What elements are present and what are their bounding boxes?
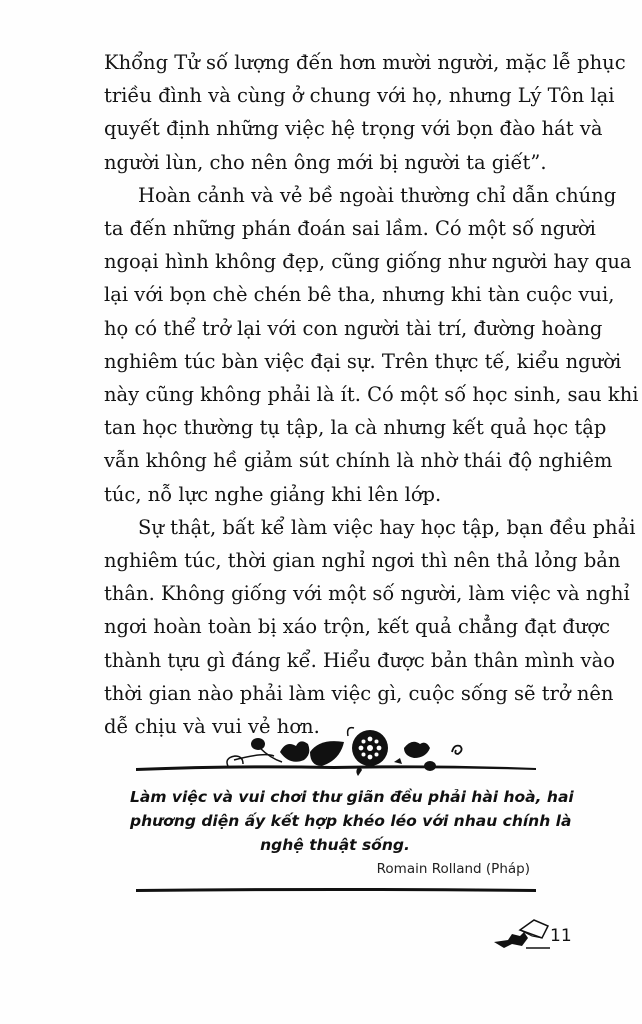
text-line: thành tựu gì đáng kể. Hiểu được bản thân mình vào	[104, 648, 615, 672]
text-line: ngoại hình không đẹp, cũng giống như người hay qua	[104, 250, 632, 274]
text-line: túc, nỗ lực nghe giảng khi lên lớp.	[104, 482, 442, 506]
text-line: Hoàn cảnh và vẻ bề ngoài thường chỉ dẫn chúng	[138, 183, 617, 207]
body-text	[104, 46, 639, 743]
text-line: nghiêm túc, thời gian nghỉ ngơi thì nên thả lỏng bản	[104, 549, 621, 573]
divider-rule	[134, 886, 538, 894]
quote-author: Romain Rolland (Pháp)	[376, 861, 530, 877]
quote	[130, 785, 574, 857]
page-footer	[490, 918, 580, 958]
text-line: họ có thể trở lại với con người tài trí, đường hoàng	[104, 316, 603, 340]
text-line: ngơi hoàn toàn bị xáo trộn, kết quả chẳng đạt được	[104, 615, 611, 639]
text-line: ta đến những phán đoán sai lầm. Có một số người	[104, 217, 596, 241]
paragraph-3	[104, 511, 636, 743]
paragraph-1	[104, 46, 626, 179]
text-line: tan học thường tụ tập, la cà nhưng kết quả học tập	[104, 416, 607, 440]
text-line: lại với bọn chè chén bê tha, nhưng khi tàn cuộc vui,	[104, 283, 615, 307]
text-line: thời gian nào phải làm việc gì, cuộc sống sẽ trở nên	[104, 681, 614, 705]
quote-line: phương diện ấy kết hợp khéo léo với nhau chính là	[130, 812, 572, 830]
reading-figure-icon	[490, 918, 550, 954]
floral-divider-icon	[134, 722, 538, 782]
text-line: dễ chịu và vui vẻ hơn.	[104, 715, 320, 739]
quote-line: Làm việc và vui chơi thư giãn đều phải hài hoà, hai	[130, 788, 574, 806]
text-line: thân. Không giống với một số người, làm việc và nghỉ	[104, 582, 630, 606]
text-line: vẫn không hề giảm sút chính là nhờ thái độ nghiêm	[104, 449, 613, 473]
text-line: quyết định những việc hệ trọng với bọn đào hát và	[104, 117, 603, 141]
page-number: 11	[550, 926, 572, 946]
quote-line: nghệ thuật sống.	[260, 836, 410, 854]
text-line: người lùn, cho nên ông mới bị người ta giết”.	[104, 150, 547, 174]
text-line: Sự thật, bất kể làm việc hay học tập, bạn đều phải	[138, 515, 636, 539]
text-line: này cũng không phải là ít. Có một số học sinh, sau khi	[104, 383, 639, 407]
paragraph-2	[104, 179, 639, 511]
text-line: triều đình và cùng ở chung với họ, nhưng Lý Tôn lại	[104, 84, 615, 108]
text-line: nghiêm túc bàn việc đại sự. Trên thực tế, kiểu người	[104, 349, 622, 373]
text-line: Khổng Tử số lượng đến hơn mười người, mặc lễ phục	[104, 51, 626, 74]
